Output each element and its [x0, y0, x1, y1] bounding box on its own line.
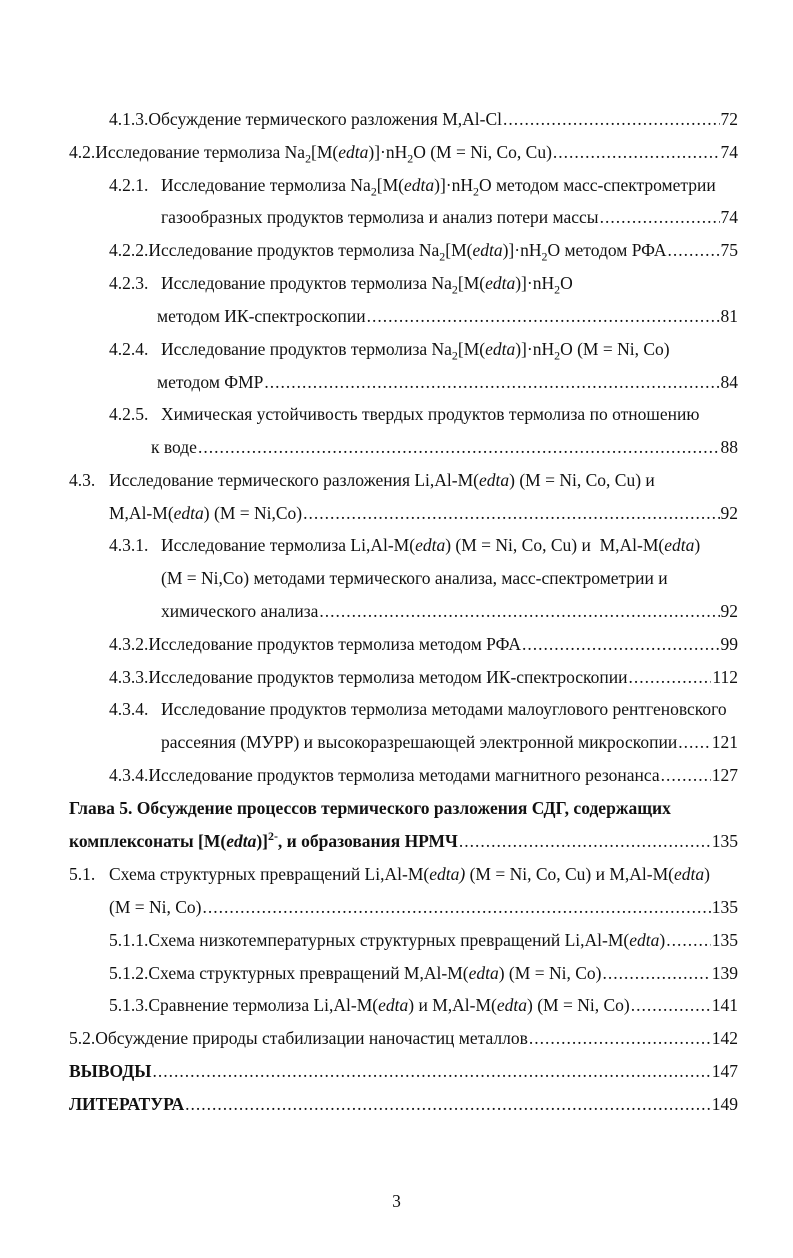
- toc-page: 147: [711, 1061, 738, 1081]
- toc-number: 4.2.1.: [109, 175, 149, 195]
- toc-leader: [666, 929, 711, 951]
- toc-entry-continuation: [69, 830, 738, 852]
- toc-text: Исследование продуктов термолиза методами малоуглового рентгеновского: [161, 699, 727, 719]
- toc-entry-4-2-2: [109, 239, 738, 264]
- toc-page: 121: [711, 732, 738, 752]
- toc-entry-5-1: [69, 863, 738, 885]
- toc-entry-5-1-2: [109, 962, 738, 984]
- toc-entry-4-3-1: [109, 534, 738, 556]
- toc-text: рассеяния (МУРР) и высокоразрешающей электронной микроскопии: [161, 732, 678, 752]
- toc-entry-4-3: [69, 469, 738, 491]
- toc-number: 4.2.4.: [109, 339, 149, 359]
- toc-entry-5-1-1: [109, 929, 738, 951]
- toc-number: 4.3.: [69, 470, 96, 490]
- page-number: 3: [392, 1191, 401, 1211]
- toc-leader: [203, 896, 711, 918]
- toc-text: к воде: [151, 437, 197, 457]
- toc-page: 81: [720, 306, 738, 326]
- toc-text: Исследование продуктов термолиза методом ИК-спектроскопии: [148, 667, 628, 687]
- toc-page: 74: [720, 207, 738, 227]
- toc-leader: [367, 305, 720, 327]
- toc-entry-5-1-3: [109, 994, 738, 1016]
- toc-text: Исследование термолиза $Na_2[M(edta)]\cdot nH_2O$ (M = Ni, Co, Cu): [95, 142, 552, 166]
- toc-number: 4.3.4.: [109, 765, 149, 785]
- toc-entry-4-3-4-b: [109, 764, 738, 786]
- toc-number: 4.2.: [69, 142, 96, 162]
- toc-entry-continuation: [157, 371, 738, 393]
- toc-text: Исследование продуктов термолиза методами магнитного резонанса: [148, 765, 660, 785]
- toc-leader: [602, 962, 710, 984]
- toc-text: газообразных продуктов термолиза и анализ потери массы: [161, 207, 599, 227]
- toc-entry-4-2-5: [109, 403, 738, 425]
- toc-number: 4.2.2.: [109, 240, 149, 260]
- toc-text: ЛИТЕРАТУРА: [69, 1094, 185, 1114]
- toc-entry-conclusions: [69, 1060, 738, 1082]
- toc-entry-4-2-1: [109, 174, 738, 199]
- toc-page: 149: [711, 1094, 738, 1114]
- toc-page: 135: [711, 930, 738, 950]
- toc-number: 5.1.3.: [109, 995, 149, 1015]
- toc-number: 5.1.: [69, 864, 96, 884]
- toc-page: 135: [711, 897, 738, 917]
- toc-text: Исследование термолиза Li,Al-M(edta) (M = Ni, Co, Cu) и M,Al-M(edta): [161, 535, 701, 555]
- toc-text: Исследование термического разложения Li,Al-M(edta) (M = Ni, Co, Cu) и: [109, 470, 655, 490]
- toc-number: 5.1.2.: [109, 963, 149, 983]
- toc-leader: [198, 436, 720, 458]
- toc-text: M,Al-M(edta) (M = Ni,Co): [109, 503, 303, 523]
- toc-page: 141: [711, 995, 738, 1015]
- toc-leader: [661, 764, 711, 786]
- toc-leader: [319, 600, 719, 622]
- toc-text: ВЫВОДЫ: [69, 1061, 152, 1081]
- toc-text: Исследование продуктов термолиза $Na_2[M(edta)]\cdot nH_2O$ методом РФА: [148, 240, 667, 264]
- toc-text: Химическая устойчивость твердых продуктов термолиза по отношению: [161, 404, 700, 424]
- toc-leader: [503, 108, 719, 130]
- toc-leader: [678, 731, 711, 753]
- toc-leader: [153, 1060, 711, 1082]
- toc-page: 142: [711, 1028, 738, 1048]
- toc-text: Схема структурных превращений M,Al-M(edta) (M = Ni, Co): [148, 963, 602, 983]
- toc-entry-4-3-4: [109, 698, 738, 720]
- toc-page: 139: [711, 963, 738, 983]
- toc-number: 4.1.3.: [109, 109, 149, 129]
- toc-leader: [264, 371, 719, 393]
- toc-entry-references: [69, 1093, 738, 1115]
- toc-number: 4.3.1.: [109, 535, 149, 555]
- toc-entry-4-1-3: [109, 108, 738, 130]
- toc-entry-continuation: [161, 600, 738, 622]
- toc-text: Схема структурных превращений Li,Al-M(edta) (M = Ni, Co, Cu) и M,Al-M(edta): [109, 864, 710, 884]
- toc-entry-continuation: [109, 896, 738, 918]
- toc-leader: [303, 502, 719, 524]
- toc-page: 92: [720, 503, 738, 523]
- toc-entry-4-3-3: [109, 666, 738, 688]
- toc-page: 72: [720, 109, 738, 129]
- toc-text: Схема низкотемпературных структурных превращений Li,Al-M(edta): [148, 930, 666, 950]
- toc-number: 4.2.3.: [109, 273, 149, 293]
- toc-number: 4.3.3.: [109, 667, 149, 687]
- toc-text: Обсуждение природы стабилизации наночастиц металлов: [95, 1028, 528, 1048]
- toc-page: 99: [720, 634, 738, 654]
- toc-number: 5.1.1.: [109, 930, 149, 950]
- toc-leader: [600, 206, 720, 228]
- toc-text: Исследование продуктов термолиза $Na_2[M(edta)]\cdot nH_2O$: [161, 273, 573, 297]
- toc-entry-continuation: [161, 567, 738, 589]
- toc-text: химического анализа: [161, 601, 319, 621]
- toc-entry-5-2: [69, 1027, 738, 1049]
- toc-entry-continuation: [161, 731, 738, 753]
- toc-number: 4.3.4.: [109, 699, 149, 719]
- toc-text: (M = Ni,Co) методами термического анализа, масс-спектрометрии и: [161, 568, 668, 588]
- toc-text: Обсуждение термического разложения M,Al-Cl: [148, 109, 503, 129]
- toc-text: Исследование продуктов термолиза $Na_2[M(edta)]\cdot nH_2O$ (M = Ni, Co): [161, 339, 670, 363]
- toc-text: Исследование продуктов термолиза методом РФА: [148, 634, 521, 654]
- toc-number: 5.2.: [69, 1028, 96, 1048]
- toc-entry-continuation: [157, 305, 738, 327]
- toc-leader: [553, 141, 720, 163]
- toc-text: комплексонаты [M(edta)]$^{2-}$, и образования НРМЧ: [69, 829, 458, 851]
- toc-text: Сравнение термолиза Li,Al-M(edta) и M,Al-M(edta) (M = Ni, Co): [148, 995, 630, 1015]
- toc-page: 84: [720, 372, 738, 392]
- toc-page: 74: [720, 142, 738, 162]
- toc-page: 88: [720, 437, 738, 457]
- toc-number: 4.3.2.: [109, 634, 149, 654]
- toc-text: Исследование термолиза $Na_2[M(edta)]\cdot nH_2O$ методом масс-спектрометрии: [161, 175, 716, 199]
- toc-page: 75: [720, 240, 738, 260]
- toc-leader: [629, 666, 712, 688]
- toc-page: 112: [712, 667, 738, 687]
- toc-page: 127: [711, 765, 738, 785]
- toc-entry-4-3-2: [109, 633, 738, 655]
- toc-entry-4-2-4: [109, 338, 738, 363]
- toc-text: методом ИК-спектроскопии: [157, 306, 366, 326]
- toc-number: 4.2.5.: [109, 404, 149, 424]
- toc-leader: [459, 830, 711, 852]
- toc-chapter-5: [69, 797, 738, 819]
- toc-leader: [668, 239, 720, 261]
- toc-text: методом ФМР: [157, 372, 264, 392]
- toc-leader: [631, 994, 711, 1016]
- toc-leader: [185, 1093, 711, 1115]
- toc-page: 135: [711, 831, 738, 851]
- toc-entry-4-2-3: [109, 272, 738, 297]
- toc-leader: [529, 1027, 711, 1049]
- toc-text: (M = Ni, Co): [109, 897, 202, 917]
- toc-entry-continuation: [151, 436, 738, 458]
- toc-leader: [522, 633, 720, 655]
- toc-entry-continuation: [161, 206, 738, 228]
- toc-text: Глава 5. Обсуждение процессов термического разложения СДГ, содержащих: [69, 798, 671, 818]
- toc-entry-continuation: [109, 502, 738, 524]
- toc-entry-4-2: [69, 141, 738, 166]
- toc-page: 92: [720, 601, 738, 621]
